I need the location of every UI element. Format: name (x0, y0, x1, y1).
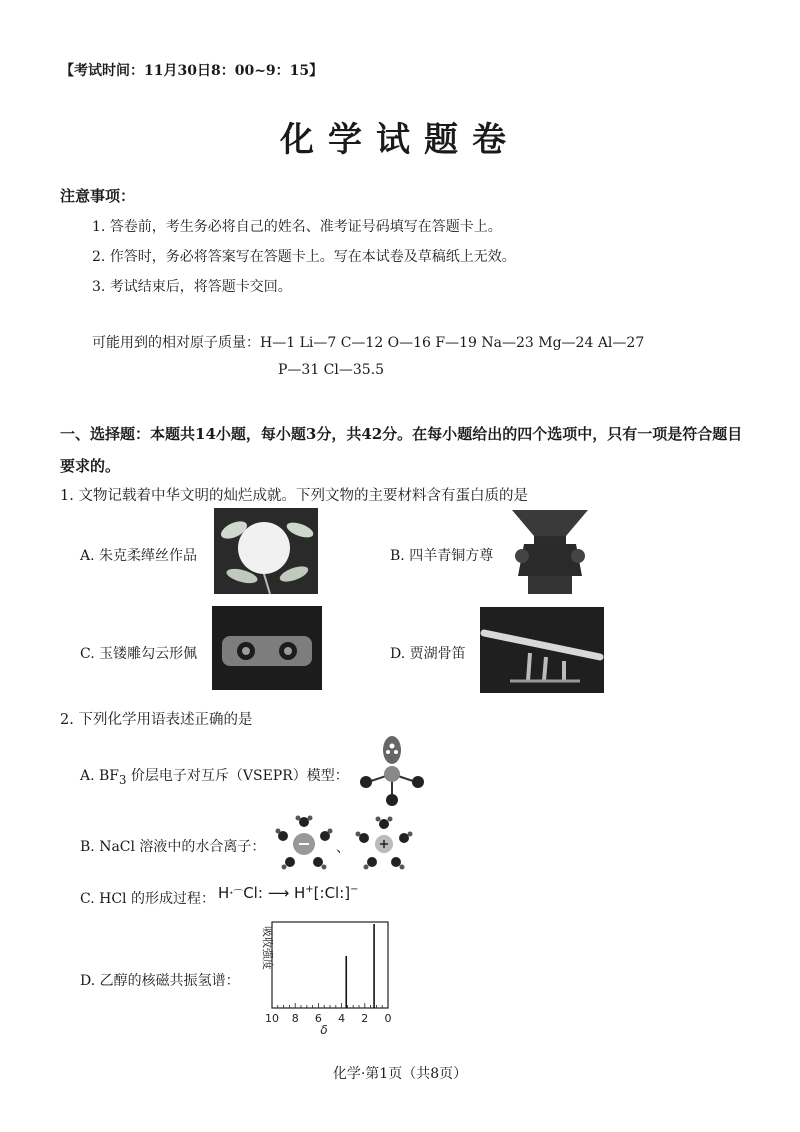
q1-option-d: D. 贾湖骨笛 (390, 646, 466, 662)
q1-option-b: B. 四羊青铜方尊 (390, 548, 494, 564)
notice-heading: 注意事项： (60, 187, 136, 205)
nmr-spectrum-chart (250, 914, 400, 1038)
jade-pendant-image (212, 606, 322, 690)
q2-stem: 2. 下列化学用语表述正确的是 (60, 712, 253, 728)
hcl-formation-equation: Hᐩ⌒Cl: ⟶ H+[:Cl:]− (218, 884, 359, 902)
rhs-plus: + (305, 884, 314, 895)
q2-option-d: D. 乙醇的核磁共振氢谱： (80, 973, 240, 989)
q1-option-c: C. 玉镂雕勾云形佩 (80, 646, 198, 662)
nmr-tick-label: 4 (338, 1012, 346, 1025)
atomic-masses-line2: P—31 Cl—35.5 (278, 362, 385, 378)
section1-heading: 一、选择题：本题共14小题，每小题3分，共42分。在每小题给出的四个选项中，只有一项是符合题目要求的。 (60, 425, 743, 475)
q1-stem: 1. 文物记载着中华文明的灿烂成就。下列文物的主要材料含有蛋白质的是 (60, 488, 528, 504)
q2-option-a-suffix: 价层电子对互斥（VSEPR）模型： (126, 768, 349, 784)
bone-flute-image (480, 607, 604, 693)
nmr-ylabel: 吸收强度 (261, 926, 274, 970)
exam-time: 【考试时间：11月30日8：00~9：15】 (60, 63, 324, 79)
nmr-tick-label: 2 (361, 1012, 369, 1025)
notice-item-2: 2. 作答时，务必将答案写在答题卡上。写在本试卷及草稿纸上无效。 (92, 249, 516, 265)
reaction-arrow: ⟶ (267, 884, 290, 902)
rhs-h: H (293, 884, 306, 902)
page-footer: 化学·第1页（共8页） (332, 1066, 468, 1082)
bronze-zun-image (508, 506, 592, 598)
silk-tapestry-image (214, 508, 318, 594)
q1-option-a: A. 朱克柔缂丝作品 (80, 548, 198, 564)
nmr-tick-label: 0 (384, 1012, 392, 1025)
rhs-cl: Cl (324, 884, 340, 902)
hydrated-ions-icon (272, 812, 422, 876)
q2-option-c: C. HCl 的形成过程： (80, 891, 215, 907)
q2-option-b: B. NaCl 溶液中的水合离子： (80, 839, 266, 855)
lhs-h: H (218, 884, 230, 902)
notice-item-3: 3. 考试结束后，将答题卡交回。 (92, 279, 292, 295)
q2-option-a-sub: 3 (119, 772, 127, 787)
q2-option-a-prefix: A. BF (80, 768, 120, 784)
q2-option-a (80, 765, 349, 787)
notice-item-1: 1. 答卷前，考生务必将自己的姓名、准考证号码填写在答题卡上。 (92, 219, 502, 235)
nmr-plot-frame (272, 922, 388, 1008)
nmr-tick-label: 8 (291, 1012, 299, 1025)
atomic-masses-line1: 可能用到的相对原子质量：H—1 Li—7 C—12 O—16 F—19 Na—23 Mg—24 Al—27 (92, 335, 645, 351)
nmr-tick-label: 6 (314, 1012, 322, 1025)
vsepr-model-icon (356, 734, 428, 806)
svg-text:、: 、 (336, 840, 350, 856)
lhs-cl: Cl (243, 884, 258, 902)
page-title: 化学试题卷 (280, 120, 520, 160)
nmr-xlabel: δ (320, 1023, 328, 1037)
nmr-tick-label: 10 (265, 1012, 279, 1025)
